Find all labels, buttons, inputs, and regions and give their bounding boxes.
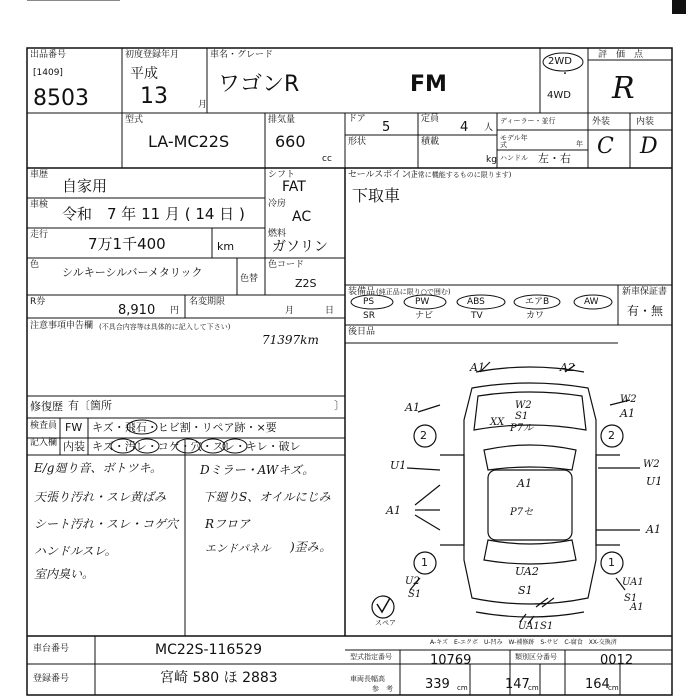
mileage-value: 7万1千400 [88,235,166,253]
mileage-unit: km [217,240,235,253]
length-value: 339 [425,677,450,692]
equip-sr: SR [363,311,375,321]
score-label: 評 価 点 [598,50,644,60]
warranty-label: 新車保証書 [622,287,668,297]
equip-label: 装備品 [348,287,376,297]
equip-ps: PS [363,297,375,307]
dealer-label: ディーラー・並行 [500,117,556,125]
memo-line-5: 室内臭い。 [34,567,95,581]
load-label: 積載 [421,137,440,147]
color-value: シルキーシルバーメタリック [62,266,203,279]
mark-hood-w2: W2 [515,400,532,411]
memo-right-line-5: )歪み。 [290,540,332,554]
int-label: 内装 [636,117,655,127]
mark-left-side-a1: A1 [386,504,401,517]
recycle-unit: 円 [170,306,180,316]
rear-hatch [536,598,554,607]
warranty-value: 有・無 [627,304,664,318]
mark-hood-s1: S1 [515,411,529,422]
type-cert-label: 型式指定番号 [350,653,392,661]
damage-legend: A-キズ E-エクボ U-凹み W-補修跡 S-サビ C-腐食 XX-交換済 [430,639,617,646]
width-unit: cm [528,684,539,692]
capacity-value: 4 [460,120,469,135]
repair-value: 有〔箇所 [68,399,112,412]
windshield-outline [484,445,576,470]
memo-right-line-4: エンドパネル [205,542,271,555]
chassis-value: MC22S-116529 [155,642,263,658]
back-seat-label: 後日品 [348,327,376,337]
mark-right-front-w2: W2 [620,394,637,405]
fuel-label: 燃料 [268,229,287,239]
fuel-value: ガソリン [272,239,328,255]
ext-grade: C [597,134,614,159]
mark-rear-bumper-s1: S1 [540,621,554,632]
ac-value: AC [292,209,312,225]
repair-close: 〕 [334,399,345,412]
drive-4wd: 4WD [547,90,571,101]
memo-line-3: シート汚れ・スレ・コゲ穴 [34,517,179,531]
mark-wheel-rl: 1 [421,556,428,569]
door-label: ドア [348,114,366,124]
mark-left-door-u1: U1 [390,459,407,472]
memo-right-line-1: Dミラー・AWキズ。 [200,463,315,477]
memo-right-line-2: 下廻りS、オイルにじみ [203,490,331,504]
spare-label: スペア [375,619,396,627]
mark-roof-p7: P7セ [510,507,534,518]
height-value: 164 [585,677,610,692]
height-unit: cm [608,684,619,692]
mark-right-side-a1: A1 [646,523,661,536]
mark-roof-a1: A1 [517,477,532,490]
name-change-month: 月 [285,306,295,316]
mark-wheel-fr: 2 [608,429,615,442]
memo-line-4: ハンドルスレ。 [34,544,117,558]
mark-front-right: A2 [560,361,575,374]
chassis-label: 車台番号 [33,644,70,654]
equip-pw: PW [415,297,430,307]
mark-front-left: A1 [470,361,485,374]
score-value: R [612,71,635,106]
shift-label: シフト [268,170,296,180]
displacement-value: 660 [275,132,306,151]
lot-code: [1409] [33,68,63,78]
mark-wheel-rr: 1 [608,556,615,569]
model-label: 車名・グレード [210,50,274,60]
grade: FM [410,72,447,97]
mark-right-rear-a1: A1 [630,602,644,613]
mark-left-rear-s1: S1 [408,589,422,600]
lot-number: 8503 [33,86,89,111]
model-year-label: モデル年式 [500,134,528,149]
memo-line-2: 天張り汚れ・スレ黄ばみ [34,490,167,504]
recycle-value: 8,910 [118,303,156,318]
lot-label: 出品番号 [30,50,67,60]
notes-label: 注意事項申告欄 [30,321,94,331]
inspector-label-top: 検査員 [30,421,58,431]
rear-bumper [476,612,584,617]
type-value: LA-MC22S [148,132,230,151]
inspector-row2-head: 内装 [63,440,85,453]
ac-label: 冷房 [268,199,287,209]
equip-airbag: エアB [525,297,550,307]
first-reg-month-suffix: 月 [198,100,208,110]
equip-sub: (純正品に限り○で囲む) [376,288,451,296]
int-grade: D [640,134,658,159]
equip-leather: カワ [526,311,545,321]
sales-points-label: セールスポイント [348,170,420,180]
mark-right-front-a1: A1 [620,407,635,420]
dims-ref: 参 考 [372,685,393,693]
repair-label: 修復歴 [30,400,63,413]
drive-dot: ・ [560,69,570,80]
capacity-label: 定員 [421,114,440,124]
history-value: 自家用 [62,177,108,195]
name-change-day: 日 [325,306,335,316]
mark-left-front: A1 [405,401,420,414]
width-value: 147 [505,677,530,692]
name-change-label: 名変期限 [189,297,226,307]
color-change-label: 色替 [240,274,259,284]
shift-value: FAT [282,179,306,195]
length-unit: cm [457,684,468,692]
rear-glass-outline [484,540,576,564]
mark-rear-ua2: UA2 [515,565,539,578]
color-label: 色 [30,260,40,270]
recycle-label: R券 [30,297,46,307]
notes-mileage: 71397km [262,333,319,347]
mark-right-rear-s1: S1 [624,593,638,604]
mark-left-rear-u2: U2 [405,576,420,587]
ext-label: 外装 [592,117,611,127]
history-label: 車歴 [30,170,49,180]
inspector-label-bottom: 記入欄 [30,438,58,448]
load-unit: kg [486,155,497,165]
color-code-label: 色コード [268,260,305,270]
first-reg-era: 平成 [130,66,158,82]
dims-label: 車両長幅高 [350,675,385,683]
mark-wheel-fl: 2 [420,429,427,442]
spare-wheel [372,596,394,618]
mark-hood-p7: P7ル [510,423,534,434]
plate-label: 登録番号 [33,674,70,684]
plate-value: 宮崎 580 ほ 2883 [160,670,278,686]
mark-right-door-u1: U1 [646,475,663,488]
class-label: 類別区分番号 [515,653,557,661]
left-side-outline [440,455,464,545]
mileage-label: 走行 [30,230,49,240]
inspection-label: 車検 [30,200,49,210]
model-year-unit: 年 [576,140,583,148]
shape-label: 形状 [348,137,367,147]
capacity-unit: 人 [484,123,494,133]
mark-rear-bumper-ua1: UA1 [518,621,540,632]
displacement-unit: cc [322,154,332,164]
handle-value: 左・右 [538,152,571,165]
door-value: 5 [382,120,391,135]
inspector-row1-head: FW [65,421,83,434]
first-reg-label: 初度登録年月 [125,50,180,60]
notes-sub: (不具合内容等は具体的に記入して下さい) [99,323,231,331]
displacement-label: 排気量 [268,115,296,125]
equip-aw: AW [584,297,599,307]
mark-right-door-w2: W2 [643,459,660,470]
sales-points-value: 下取車 [352,186,401,205]
memo-line-1: E/g廻り音、ボトツキ。 [34,461,163,475]
inspection-value: 令和 7 年 11 月 ( 14 日 ) [62,205,245,223]
car-name: ワゴンR [218,72,300,97]
handle-label: ハンドル [500,154,528,162]
left-hatch [415,485,440,530]
inspector-row1-items: キズ・飛石・ヒビ割・リペア跡・×要 [92,421,277,434]
type-label: 型式 [125,115,144,125]
color-code-value: Z2S [295,277,317,290]
equip-tv: TV [471,311,483,321]
mark-right-rear-ua1: UA1 [622,577,644,588]
inspector-row2-items: キズ・汚レ・コゲ・穴・スレ・キレ・破レ [92,440,301,453]
equip-navi: ナビ [415,311,434,321]
memo-right-line-3: Rフロア [205,517,251,531]
drive-2wd: 2WD [548,56,572,67]
mark-rear-s1: S1 [518,584,533,597]
equip-abs: ABS [467,297,485,307]
first-reg-year: 13 [140,84,168,109]
sales-points-sub: (正常に機能するものに限ります) [408,171,512,179]
type-cert-value: 10769 [430,653,472,668]
class-value: 0012 [600,653,634,668]
mark-hood-xx: XX [490,417,505,428]
